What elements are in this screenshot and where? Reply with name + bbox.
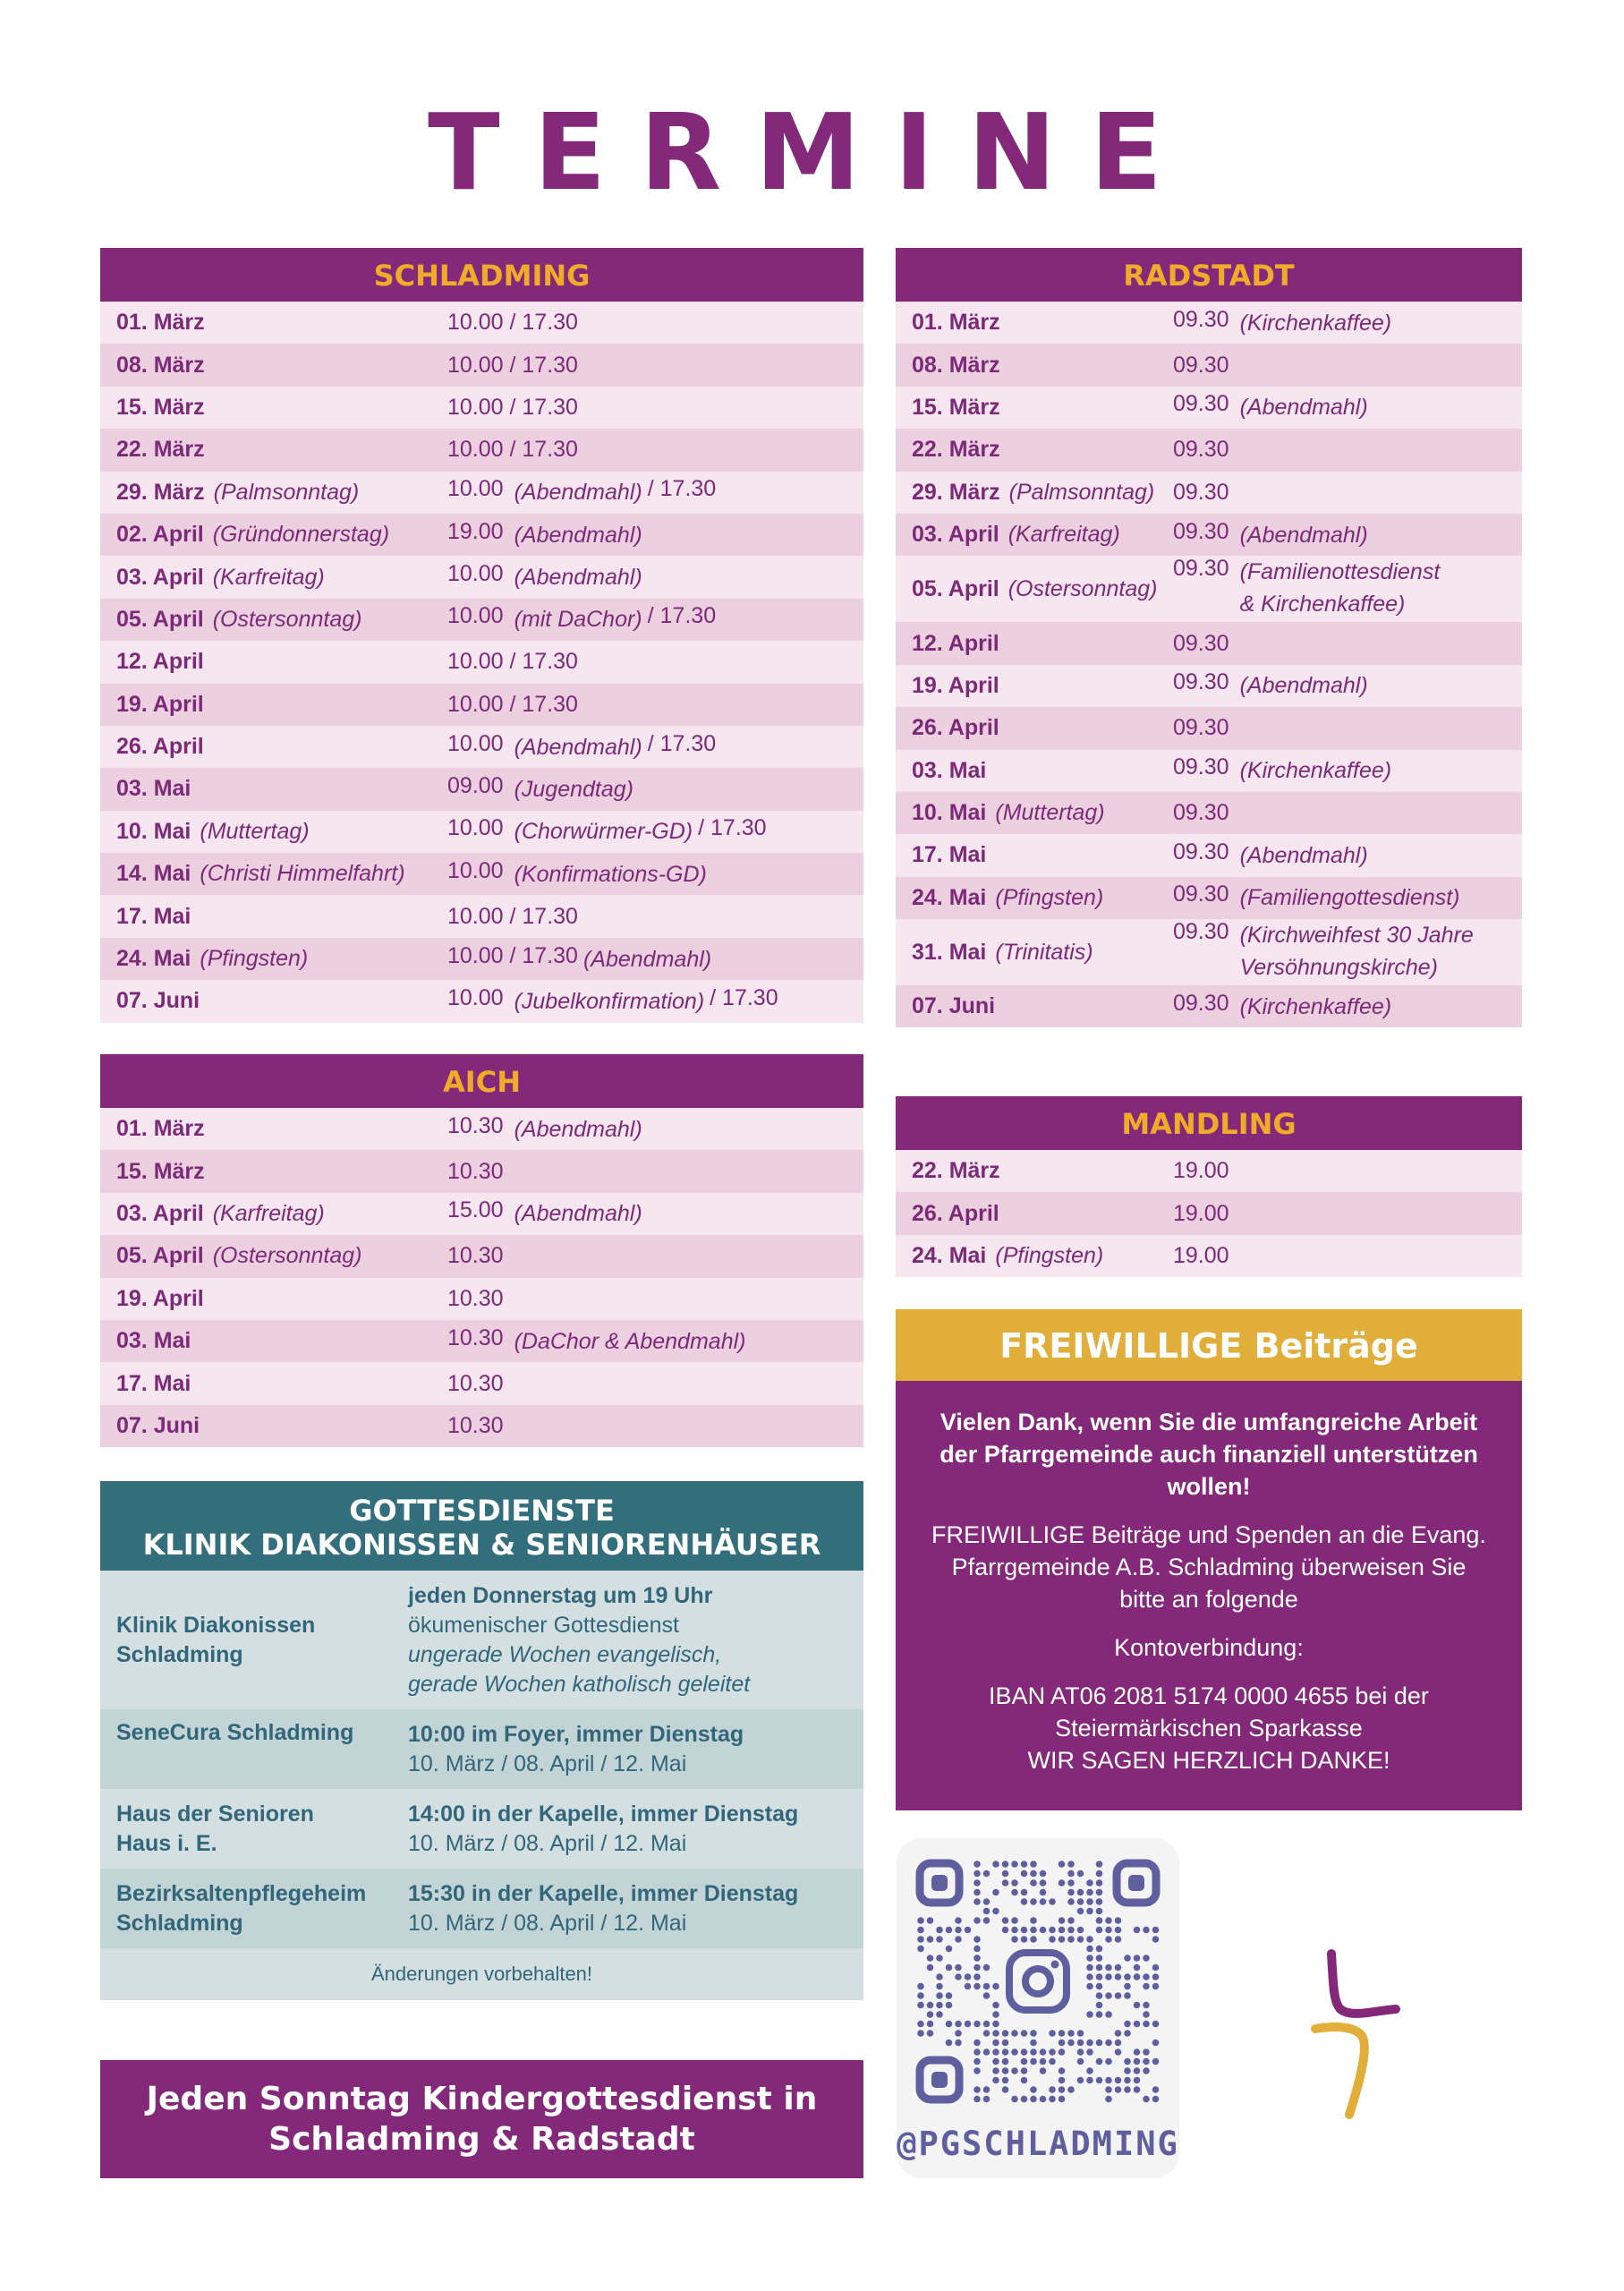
row-date: 03. Mai [116, 1328, 191, 1354]
row-time: 10.30 [447, 1412, 504, 1438]
row-service-note: (Abendmahl) [582, 946, 712, 972]
row-date: 31. Mai [912, 939, 987, 965]
row-service-note: (Abendmahl) [514, 565, 642, 591]
row-note: (Karfreitag) [212, 564, 325, 590]
clinic-name: Bezirksaltenpflegeheim [116, 1880, 367, 1906]
row-time: 19.00 [1173, 1200, 1229, 1226]
clinic-info: jeden Donnerstag um 19 Uhr [408, 1582, 713, 1608]
row-service-note: (Abendmahl) [514, 522, 642, 548]
row-time: 09.30 [1173, 518, 1229, 544]
clinic-name: Haus der Senioren [116, 1801, 314, 1827]
row-date: 26. April [116, 734, 204, 760]
row-time: 09.30 [1173, 754, 1229, 780]
row-date: 26. April [912, 1200, 999, 1226]
row-time: 09.30 [1173, 990, 1229, 1016]
row-date: 24. Mai [912, 884, 987, 910]
row-service-note: (mit DaChor) [514, 607, 642, 633]
row-time: 09.30 [1173, 479, 1229, 505]
row-date: 01. März [116, 1116, 205, 1142]
clinic-name: Schladming [116, 1641, 243, 1667]
clinic-footer: Änderungen vorbehalten! [100, 1948, 863, 2000]
aich-row [100, 1150, 863, 1192]
aich-list [100, 1108, 863, 1447]
row-note: (Muttertag) [995, 800, 1105, 826]
schladming-row [100, 980, 863, 1022]
radstadt-row [896, 514, 1522, 556]
row-date: 29. März [116, 479, 205, 505]
row-service-note: (Abendmahl) [514, 480, 642, 506]
row-date: 07. Juni [116, 988, 200, 1014]
row-date: 08. März [912, 352, 1000, 378]
schladming-row [100, 429, 863, 471]
kids-service-banner [100, 2060, 863, 2178]
radstadt-row [896, 556, 1522, 622]
row-time: 09.30 [1173, 630, 1229, 656]
row-service-note: (Kirchenkaffee) [1239, 310, 1392, 336]
aich-row [100, 1278, 863, 1320]
radstadt-panel [896, 248, 1522, 1027]
row-note: (Ostersonntag) [212, 1243, 362, 1269]
row-time: 09.30 [1173, 437, 1229, 463]
aich-row [100, 1405, 863, 1447]
row-time: 10.00 [447, 984, 504, 1010]
schladming-list [100, 302, 863, 1023]
row-time: 09.30 [1173, 715, 1229, 741]
row-date: 22. März [912, 437, 1000, 463]
row-time: 19.00 [1173, 1158, 1229, 1184]
row-date: 03. April [912, 522, 999, 548]
row-note: (Pfingsten) [995, 884, 1104, 910]
donations-iban: IBAN AT06 2081 5174 0000 4655 bei der Steiermärkischen Sparkasse [989, 1682, 1429, 1742]
row-date: 08. März [116, 352, 205, 378]
row-time: 10.30 [447, 1112, 504, 1138]
aich-row [100, 1235, 863, 1277]
row-time: 10.00 / 17.30 [447, 352, 578, 378]
aich-panel [100, 1054, 863, 1447]
radstadt-row [896, 387, 1522, 429]
row-service-note: (Chorwürmer-GD) [514, 819, 693, 845]
row-date: 15. März [116, 1158, 205, 1184]
clinic-info: 10. März / 08. April / 12. Mai [408, 1830, 687, 1856]
mandling-row [896, 1192, 1522, 1234]
radstadt-row [896, 472, 1522, 514]
row-date: 29. März [912, 479, 1000, 505]
row-date: 03. Mai [912, 757, 987, 783]
row-date: 03. April [116, 564, 204, 590]
radstadt-row [896, 622, 1522, 664]
row-service-note: (Konfirmations-GD) [514, 861, 707, 887]
schladming-row [100, 768, 863, 810]
row-date: 17. Mai [912, 842, 987, 868]
row-date: 17. Mai [116, 903, 191, 929]
radstadt-list [896, 302, 1522, 1027]
row-note: (Pfingsten) [995, 1242, 1104, 1268]
row-extra-time: / 17.30 [710, 984, 778, 1010]
row-note: (Karfreitag) [1008, 522, 1120, 548]
schladming-row [100, 556, 863, 598]
row-date: 22. März [116, 437, 205, 463]
schladming-panel [100, 248, 863, 1023]
schladming-row [100, 302, 863, 344]
radstadt-row [896, 919, 1522, 985]
row-note: (Gründonnerstag) [212, 522, 390, 548]
clinic-row [100, 1789, 863, 1869]
clinic-name: Klinik Diakonissen [116, 1612, 316, 1638]
clinic-info: 10. März / 08. April / 12. Mai [408, 1910, 687, 1936]
schladming-row [100, 387, 863, 429]
mandling-row [896, 1150, 1522, 1192]
radstadt-row [896, 985, 1522, 1027]
row-time: 10.00 [447, 730, 504, 756]
schladming-row [100, 684, 863, 726]
row-time: 10.30 [447, 1158, 504, 1184]
aich-row [100, 1320, 863, 1362]
church-cross-logo [1306, 1946, 1414, 2125]
row-date: 01. März [116, 310, 205, 336]
radstadt-row [896, 302, 1522, 344]
radstadt-row [896, 877, 1522, 919]
row-date: 19. April [116, 691, 204, 717]
row-date: 07. Juni [912, 993, 996, 1019]
clinic-info: 10. März / 08. April / 12. Mai [408, 1750, 687, 1776]
radstadt-row [896, 429, 1522, 471]
row-date: 17. Mai [116, 1370, 191, 1396]
row-service-note: (Jubelkonfirmation) [514, 988, 705, 1014]
row-service-note: (Kirchenkaffee) [1239, 758, 1392, 784]
row-date: 12. April [912, 630, 999, 656]
row-extra-time: / 17.30 [647, 603, 717, 629]
qr-code-icon [914, 1858, 1161, 2105]
row-date: 24. Mai [116, 946, 191, 972]
radstadt-row [896, 834, 1522, 876]
row-note: (Karfreitag) [212, 1200, 325, 1226]
row-date: 15. März [912, 394, 1000, 420]
schladming-row [100, 472, 863, 514]
page-title: TERMINE [428, 90, 1196, 214]
radstadt-row [896, 792, 1522, 834]
clinic-name: SeneCura Schladming [116, 1720, 354, 1745]
row-time: 09.30 [1173, 556, 1229, 582]
row-time: 10.00 / 17.30 [447, 394, 578, 420]
aich-row [100, 1362, 863, 1404]
row-time: 10.00 / 17.30 [447, 942, 578, 968]
clinic-row [100, 1571, 863, 1709]
row-time: 15.00 [447, 1197, 504, 1223]
aich-row [100, 1193, 863, 1235]
clinic-info: ökumenischer Gottesdienst [408, 1612, 679, 1638]
kids-line1: Jeden Sonntag Kindergottesdienst in [146, 2081, 818, 2117]
row-time: 09.30 [1173, 919, 1229, 945]
row-note: (Christi Himmelfahrt) [200, 861, 405, 887]
row-service-note: (Abendmahl) [1239, 522, 1368, 548]
schladming-row [100, 853, 863, 895]
donations-header: FREIWILLIGE Beiträge [896, 1309, 1522, 1381]
schladming-row [100, 811, 863, 853]
row-date: 10. Mai [116, 818, 191, 844]
row-date: 22. März [912, 1158, 1000, 1184]
clinic-info: ungerade Wochen evangelisch, [408, 1641, 722, 1667]
mandling-panel [896, 1096, 1522, 1277]
clinic-info: 15:30 in der Kapelle, immer Dienstag [408, 1880, 799, 1906]
instagram-qr-card[interactable] [897, 1838, 1179, 2178]
donations-intro: Vielen Dank, wenn Sie die umfangreiche Arbeit der Pfarrgemeinde auch finanziell unterstützen wollen! [940, 1409, 1478, 1500]
row-date: 05. April [116, 1243, 204, 1269]
row-note: (Pfingsten) [200, 946, 309, 972]
row-date: 26. April [912, 715, 999, 741]
clinic-list [100, 1571, 863, 1948]
row-time: 10.00 / 17.30 [447, 649, 578, 675]
aich-row [100, 1108, 863, 1150]
aich-header: AICH [100, 1054, 863, 1108]
mandling-row [896, 1235, 1522, 1277]
row-time: 10.00 / 17.30 [447, 437, 578, 463]
row-note: (Palmsonntag) [213, 479, 360, 505]
clinic-info: gerade Wochen katholisch geleitet [408, 1671, 751, 1697]
schladming-row [100, 344, 863, 386]
clinic-header-line1: GOTTESDIENSTE [349, 1494, 615, 1528]
row-time: 10.00 / 17.30 [447, 691, 578, 717]
row-time: 10.00 [447, 476, 504, 502]
row-time: 09.30 [1173, 669, 1229, 695]
row-service-note: (Abendmahl) [1239, 842, 1368, 868]
row-time: 10.00 [447, 815, 504, 841]
row-service-note: (Jugendtag) [514, 776, 633, 802]
row-note: (Muttertag) [200, 818, 310, 844]
row-extra-time: / 17.30 [647, 730, 717, 756]
row-date: 02. April [116, 522, 204, 548]
radstadt-row [896, 750, 1522, 792]
row-service-note: (Familienottesdienst & Kirchenkaffee) [1239, 559, 1441, 617]
row-date: 05. April [912, 575, 999, 601]
row-service-note: (Kirchweihfest 30 Jahre Versöhnungskirche) [1239, 923, 1474, 981]
row-service-note: (Familiengottesdienst) [1239, 885, 1460, 911]
row-service-note: (Abendmahl) [1239, 395, 1368, 421]
row-time: 09.30 [1173, 800, 1229, 826]
schladming-row [100, 599, 863, 641]
row-date: 05. April [116, 606, 204, 632]
radstadt-row [896, 707, 1522, 749]
row-time: 10.00 [447, 603, 504, 629]
row-note: (Trinitatis) [995, 939, 1093, 965]
schladming-row [100, 641, 863, 683]
instagram-handle: @PGSCHLADMING [897, 2125, 1179, 2163]
row-time: 19.00 [1173, 1242, 1229, 1268]
row-note: (Ostersonntag) [212, 606, 362, 632]
mandling-header: MANDLING [896, 1096, 1522, 1150]
row-note: (Ostersonntag) [1008, 575, 1158, 601]
row-time: 09.30 [1173, 306, 1229, 332]
row-date: 24. Mai [912, 1242, 987, 1268]
schladming-header: SCHLADMING [100, 248, 863, 302]
clinic-name: Haus i. E. [116, 1830, 217, 1856]
radstadt-header: RADSTADT [896, 248, 1522, 302]
schladming-row [100, 514, 863, 556]
clinic-panel [100, 1481, 863, 2000]
clinic-row [100, 1869, 863, 1948]
row-date: 14. Mai [116, 861, 191, 887]
clinic-info: 14:00 in der Kapelle, immer Dienstag [408, 1801, 799, 1827]
row-date: 01. März [912, 310, 1000, 336]
mandling-list [896, 1150, 1522, 1277]
row-time: 10.00 / 17.30 [447, 903, 578, 929]
row-time: 09.30 [1173, 839, 1229, 864]
donations-body [896, 1381, 1522, 1810]
row-service-note: (Abendmahl) [514, 734, 642, 760]
radstadt-row [896, 344, 1522, 386]
row-time: 09.30 [1173, 391, 1229, 417]
row-date: 03. April [116, 1200, 204, 1226]
row-time: 10.00 / 17.30 [447, 310, 578, 336]
row-time: 10.00 [447, 857, 504, 883]
row-time: 10.30 [447, 1324, 504, 1350]
row-date: 19. April [116, 1285, 204, 1311]
row-service-note: (Kirchenkaffee) [1239, 993, 1392, 1019]
schladming-row [100, 938, 863, 980]
row-date: 07. Juni [116, 1412, 200, 1438]
row-time: 10.30 [447, 1243, 504, 1269]
row-date: 12. April [116, 649, 204, 675]
row-service-note: (DaChor & Abendmahl) [514, 1328, 746, 1354]
row-note: (Palmsonntag) [1008, 479, 1155, 505]
schladming-row [100, 726, 863, 768]
radstadt-row [896, 665, 1522, 707]
donations-text: FREIWILLIGE Beiträge und Spenden an die Evang. Pfarrgemeinde A.B. Schladming überweisen Sie bitte an folgende [931, 1521, 1486, 1613]
row-extra-time: / 17.30 [698, 815, 767, 841]
row-time: 09.30 [1173, 352, 1229, 378]
clinic-header-line2: KLINIK DIAKONISSEN & SENIORENHÄUSER [142, 1528, 821, 1562]
clinic-row [100, 1709, 863, 1789]
row-time: 10.30 [447, 1285, 504, 1311]
row-extra-time: / 17.30 [647, 476, 717, 502]
row-date: 03. Mai [116, 776, 191, 802]
row-service-note: (Abendmahl) [514, 1201, 642, 1227]
row-time: 09.00 [447, 772, 504, 798]
row-date: 10. Mai [912, 800, 987, 826]
row-time: 09.30 [1173, 881, 1229, 907]
row-service-note: (Abendmahl) [514, 1116, 642, 1142]
kids-line2: Schladming & Radstadt [268, 2121, 695, 2158]
clinic-info: 10:00 im Foyer, immer Dienstag [408, 1721, 744, 1747]
schladming-row [100, 895, 863, 937]
row-time: 10.30 [447, 1370, 504, 1396]
row-time: 19.00 [447, 518, 504, 544]
clinic-header [100, 1481, 863, 1571]
row-date: 15. März [116, 394, 205, 420]
row-service-note: (Abendmahl) [1239, 673, 1368, 699]
donations-konto-label: Kontoverbindung: [1114, 1634, 1304, 1661]
row-date: 19. April [912, 672, 999, 698]
row-time: 10.00 [447, 561, 504, 587]
donations-thanks: WIR SAGEN HERZLICH DANKE! [1027, 1747, 1390, 1774]
clinic-name: Schladming [116, 1910, 243, 1936]
